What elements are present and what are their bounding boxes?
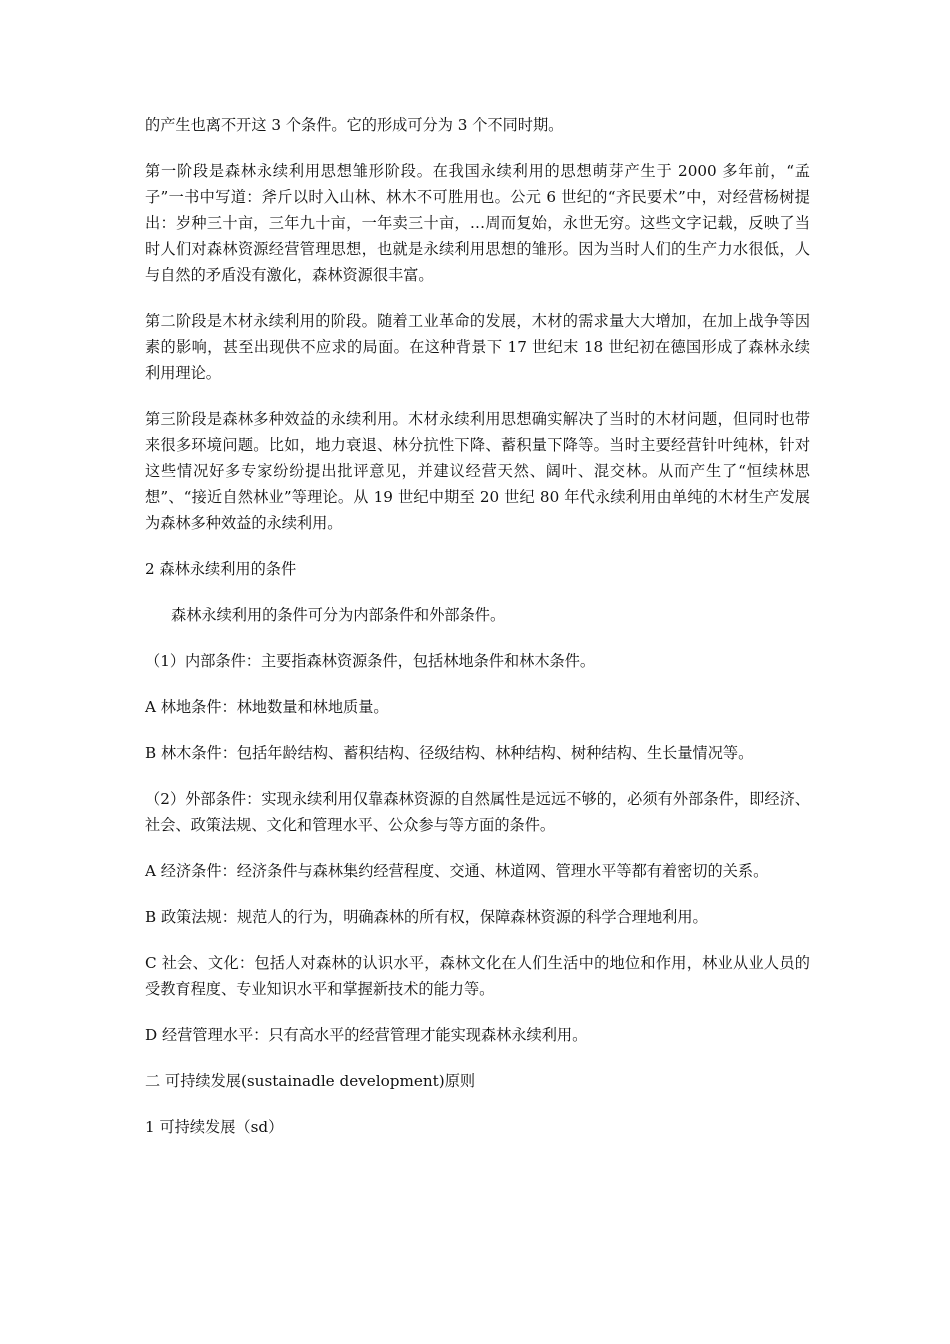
paragraph-land-conditions: A 林地条件：林地数量和林地质量。 bbox=[145, 698, 389, 716]
paragraph-external-conditions: （2）外部条件：实现永续利用仅靠森林资源的自然属性是远远不够的，必须有外部条件，即经济、社会、政策法规、文化和管理水平、公众参与等方面的条件。 bbox=[145, 790, 810, 834]
paragraph-stage-three: 第三阶段是森林多种效益的永续利用。木材永续利用思想确实解决了当时的木材问题，但同时也带来很多环境问题。比如，地力衰退、林分抗性下降、蓄积量下降等。当时主要经营针叶纯林，针对这些情况好多专家纷纷提出批评意见，并建议经营天然、阔叶、混交林。从而产生了“恒续林思想”、“接近自然林业”等理论。从 19 世纪中期至 20 世纪 80 年代永续利用由单纯的木材生产发展为森林多种效益的永续利用。 bbox=[145, 410, 810, 532]
subsection-heading-sd: 1 可持续发展（sd） bbox=[145, 1118, 284, 1136]
paragraph-intro-continuation: 的产生也离不开这 3 个条件。它的形成可分为 3 个不同时期。 bbox=[145, 116, 564, 134]
section-heading-conditions: 2 森林永续利用的条件 bbox=[145, 560, 297, 578]
paragraph-stage-one: 第一阶段是森林永续利用思想雏形阶段。在我国永续利用的思想萌芽产生于 2000 多年前，“孟子”一书中写道：斧斤以时入山林、林木不可胜用也。公元 6 世纪的“齐民要术”中，对经营杨树提出：岁种三十亩，三年九十亩，一年卖三十亩，…周而复始，永世无穷。这些文字记载，反映了当时人们对森林资源经营管理思想，也就是永续利用思想的雏形。因为当时人们的生产力水很低，人与自然的矛盾没有激化，森林资源很丰富。 bbox=[145, 162, 810, 284]
section-heading-sustainable-development: 二 可持续发展(sustainadle development)原则 bbox=[145, 1072, 476, 1090]
paragraph-conditions-intro: 森林永续利用的条件可分为内部条件和外部条件。 bbox=[171, 606, 506, 624]
paragraph-internal-conditions: （1）内部条件：主要指森林资源条件，包括林地条件和林木条件。 bbox=[145, 652, 596, 670]
paragraph-management-level: D 经营管理水平：只有高水平的经营管理才能实现森林永续利用。 bbox=[145, 1026, 588, 1044]
paragraph-tree-conditions: B 林木条件：包括年龄结构、蓄积结构、径级结构、林种结构、树种结构、生长量情况等。 bbox=[145, 744, 754, 762]
paragraph-society-culture: C 社会、文化：包括人对森林的认识水平，森林文化在人们生活中的地位和作用，林业从业人员的受教育程度、专业知识水平和掌握新技术的能力等。 bbox=[145, 954, 810, 998]
document-page bbox=[145, 112, 810, 1160]
paragraph-economic-conditions: A 经济条件：经济条件与森林集约经营程度、交通、林道网、管理水平等都有着密切的关系。 bbox=[145, 862, 769, 880]
paragraph-policy-regulations: B 政策法规：规范人的行为，明确森林的所有权，保障森林资源的科学合理地利用。 bbox=[145, 908, 708, 926]
paragraph-stage-two: 第二阶段是木材永续利用的阶段。随着工业革命的发展，木材的需求量大大增加，在加上战争等因素的影响，甚至出现供不应求的局面。在这种背景下 17 世纪末 18 世纪初在德国形成了森林永续利用理论。 bbox=[145, 312, 810, 382]
